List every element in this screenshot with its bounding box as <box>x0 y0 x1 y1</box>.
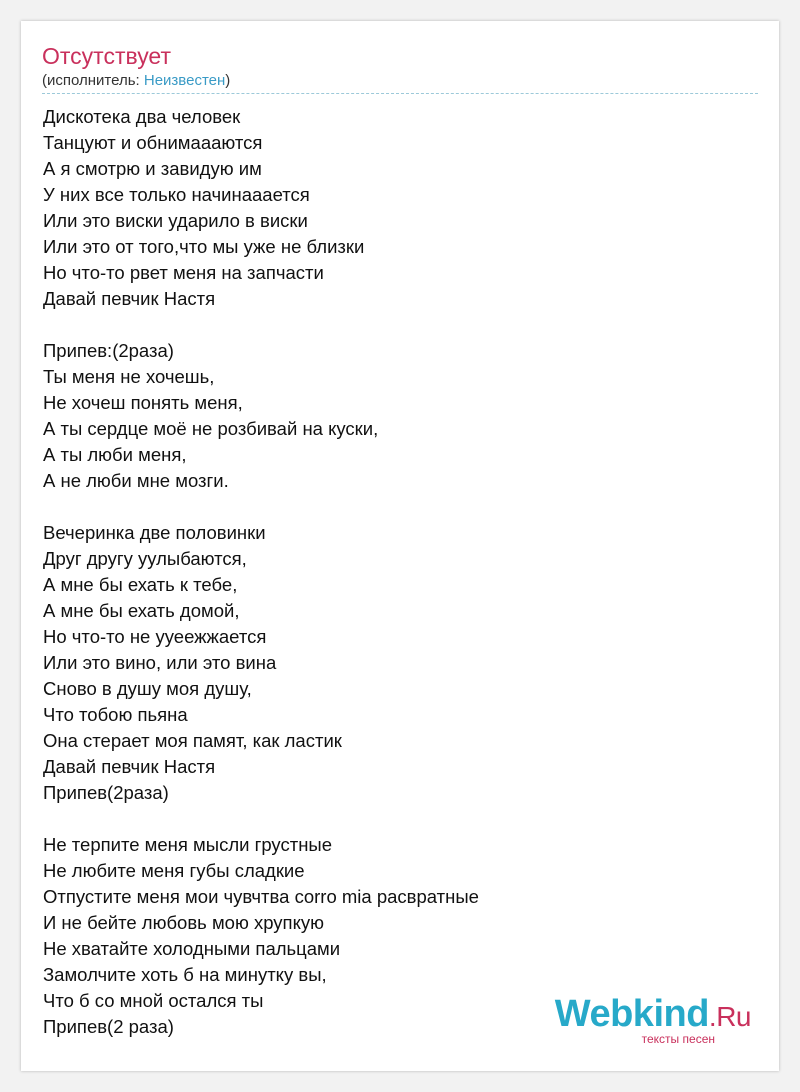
song-title: Отсутствует <box>42 43 171 69</box>
lyrics-line: Не хватайте холодными пальцами <box>43 938 341 959</box>
lyrics-line: Вечеринка две половинки <box>43 522 266 543</box>
lyrics-line: Замолчите хоть б на минутку вы, <box>43 964 327 985</box>
lyrics-line: Сново в душу моя душу, <box>43 678 252 699</box>
lyrics-line: Припев(2 раза) <box>43 1016 174 1037</box>
logo-name: Webkind <box>554 993 709 1035</box>
lyrics-stanza <box>43 338 753 494</box>
lyrics-text <box>43 104 753 1040</box>
lyrics-line: Друг другу уулыбаются, <box>43 548 247 569</box>
lyrics-line: Но что-то не ууеежжается <box>43 626 267 647</box>
artist-suffix: ) <box>225 72 231 89</box>
lyrics-line: Припев:(2раза) <box>43 340 174 361</box>
lyrics-line: А я смотрю и завидую им <box>43 158 262 179</box>
lyrics-line: Не терпите меня мысли грустные <box>43 834 332 855</box>
lyrics-line: Или это вино, или это вина <box>43 652 277 673</box>
lyrics-line: Что б со мной остался ты <box>43 990 264 1011</box>
lyrics-line: Давай певчик Настя <box>43 756 216 777</box>
artist-line <box>42 71 230 91</box>
lyrics-stanza <box>43 520 753 806</box>
lyrics-line: А ты сердце моё не розбивай на куски, <box>43 418 379 439</box>
lyrics-line: Танцуют и обнимаааются <box>43 132 263 153</box>
lyrics-line: Но что-то рвет меня на запчасти <box>43 262 324 283</box>
lyrics-line: А ты люби меня, <box>43 444 187 465</box>
lyrics-line: А мне бы ехать домой, <box>43 600 240 621</box>
artist-prefix: (исполнитель: <box>42 72 144 89</box>
lyrics-stanza <box>43 104 753 312</box>
site-logo[interactable] <box>555 994 751 1045</box>
lyrics-line: Ты меня не хочешь, <box>43 366 215 387</box>
lyrics-line: А мне бы ехать к тебе, <box>43 574 238 595</box>
lyrics-line: Дискотека два человек <box>43 106 241 127</box>
lyrics-line: Не любите меня губы сладкие <box>43 860 305 881</box>
logo-tagline: тексты песен <box>641 1032 715 1046</box>
lyrics-page <box>21 21 779 1071</box>
lyrics-line: Она стерает моя памят, как ластик <box>43 730 342 751</box>
lyrics-line: А не люби мне мозги. <box>43 470 229 491</box>
logo-wordmark <box>555 994 751 1037</box>
lyrics-line: Что тобою пьяна <box>43 704 188 725</box>
lyrics-line: И не бейте любовь мою хрупкую <box>43 912 324 933</box>
lyrics-line: Или это виски ударило в виски <box>43 210 308 231</box>
lyrics-line: Припев(2раза) <box>43 782 169 803</box>
lyrics-line: Отпустите меня мои чувчтва corro mia расвратные <box>43 886 479 907</box>
logo-domain: .Ru <box>708 1001 751 1032</box>
artist-link[interactable]: Неизвестен <box>143 72 226 89</box>
title-divider <box>42 93 758 94</box>
lyrics-line: Не хочеш понять меня, <box>43 392 243 413</box>
lyrics-line: Или это от того,что мы уже не близки <box>43 236 365 257</box>
lyrics-line: Давай певчик Настя <box>43 288 216 309</box>
lyrics-line: У них все только начинааается <box>43 184 310 205</box>
